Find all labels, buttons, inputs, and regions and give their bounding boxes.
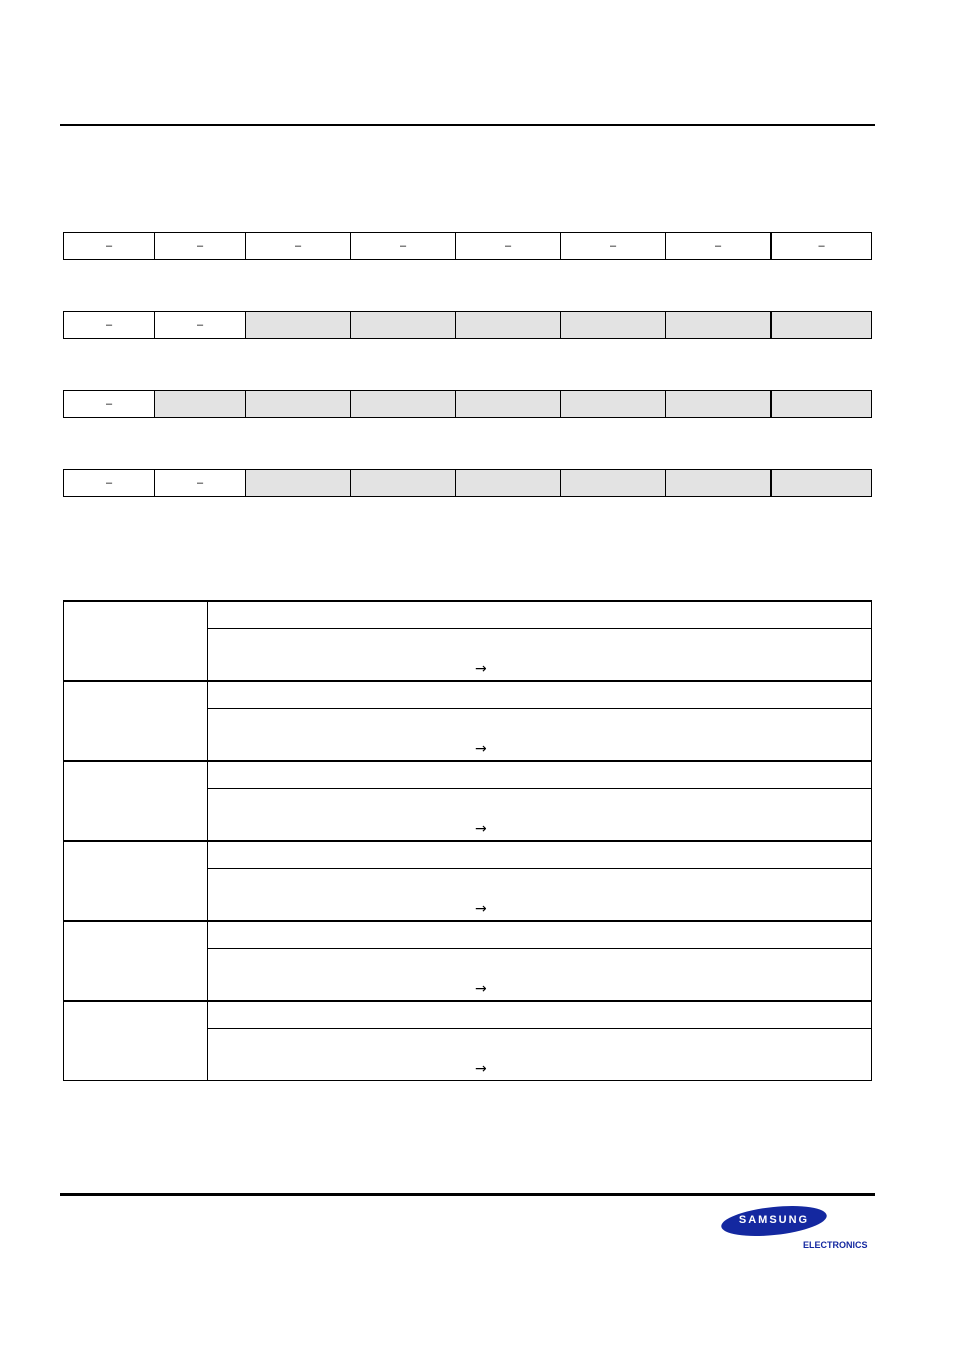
- register-bit-cell: –: [64, 470, 155, 496]
- arrow-right-icon: →: [475, 821, 487, 837]
- register-bit-cell: [666, 391, 771, 417]
- register-bit-cell: [666, 312, 771, 338]
- field-description-cell: [208, 1001, 872, 1029]
- register-bit-cell: –: [771, 233, 871, 259]
- field-description-cell: [208, 761, 872, 789]
- register-bit-cell: [456, 312, 561, 338]
- register-bit-cell: [771, 391, 871, 417]
- register-bit-cell: [561, 470, 666, 496]
- register-row: [63, 232, 872, 260]
- arrow-right-icon: →: [475, 741, 487, 757]
- bit-description-table: [63, 600, 872, 1081]
- register-bit-cell: –: [351, 233, 456, 259]
- register-bit-cell: [351, 470, 456, 496]
- register-bit-cell: –: [246, 233, 351, 259]
- register-bit-cell: [456, 391, 561, 417]
- register-bit-cell: [351, 391, 456, 417]
- description-row: [64, 1001, 872, 1029]
- register-bit-cell: –: [64, 233, 155, 259]
- description-row: [64, 921, 872, 949]
- register-row: [63, 311, 872, 339]
- register-bit-cell: [561, 312, 666, 338]
- register-bit-cell: [246, 391, 351, 417]
- header-rule: [60, 124, 875, 126]
- description-row: [64, 761, 872, 789]
- field-detail-cell: [208, 709, 872, 762]
- register-bit-cell: –: [561, 233, 666, 259]
- field-detail-cell: [208, 869, 872, 922]
- arrow-right-icon: →: [475, 901, 487, 917]
- register-row: [63, 469, 872, 497]
- logo-wordmark: SAMSUNG: [738, 1214, 810, 1226]
- field-description-cell: [208, 681, 872, 709]
- arrow-right-icon: →: [475, 661, 487, 677]
- register-bit-cell: [666, 470, 771, 496]
- register-bit-cell: –: [155, 470, 246, 496]
- arrow-right-icon: →: [475, 981, 487, 997]
- field-detail-cell: [208, 1029, 872, 1081]
- logo-subtitle: ELECTRONICS: [803, 1240, 868, 1250]
- field-name-cell: [64, 601, 208, 681]
- register-bit-cell: –: [64, 312, 155, 338]
- register-bit-cell: –: [155, 233, 246, 259]
- register-bit-cell: [155, 391, 246, 417]
- field-name-cell: [64, 761, 208, 841]
- description-row: [64, 681, 872, 709]
- field-detail-cell: [208, 789, 872, 842]
- footer-rule: [60, 1193, 875, 1196]
- register-bit-cell: –: [666, 233, 771, 259]
- field-name-cell: [64, 841, 208, 921]
- register-bit-cell: [351, 312, 456, 338]
- field-description-cell: [208, 601, 872, 629]
- field-name-cell: [64, 1001, 208, 1081]
- register-bit-cell: [771, 312, 871, 338]
- register-bit-cell: –: [456, 233, 561, 259]
- register-bit-cell: [246, 312, 351, 338]
- register-bit-cell: [246, 470, 351, 496]
- field-detail-cell: [208, 949, 872, 1002]
- field-detail-cell: [208, 629, 872, 682]
- field-name-cell: [64, 921, 208, 1001]
- arrow-right-icon: →: [475, 1061, 487, 1077]
- register-bit-cell: –: [155, 312, 246, 338]
- field-name-cell: [64, 681, 208, 761]
- description-row: [64, 601, 872, 629]
- register-row: [63, 390, 872, 418]
- field-description-cell: [208, 841, 872, 869]
- register-bit-cell: –: [64, 391, 155, 417]
- description-row: [64, 841, 872, 869]
- register-bit-cell: [561, 391, 666, 417]
- field-description-cell: [208, 921, 872, 949]
- samsung-logo: [720, 1204, 870, 1254]
- register-bit-cell: [456, 470, 561, 496]
- register-bit-cell: [771, 470, 871, 496]
